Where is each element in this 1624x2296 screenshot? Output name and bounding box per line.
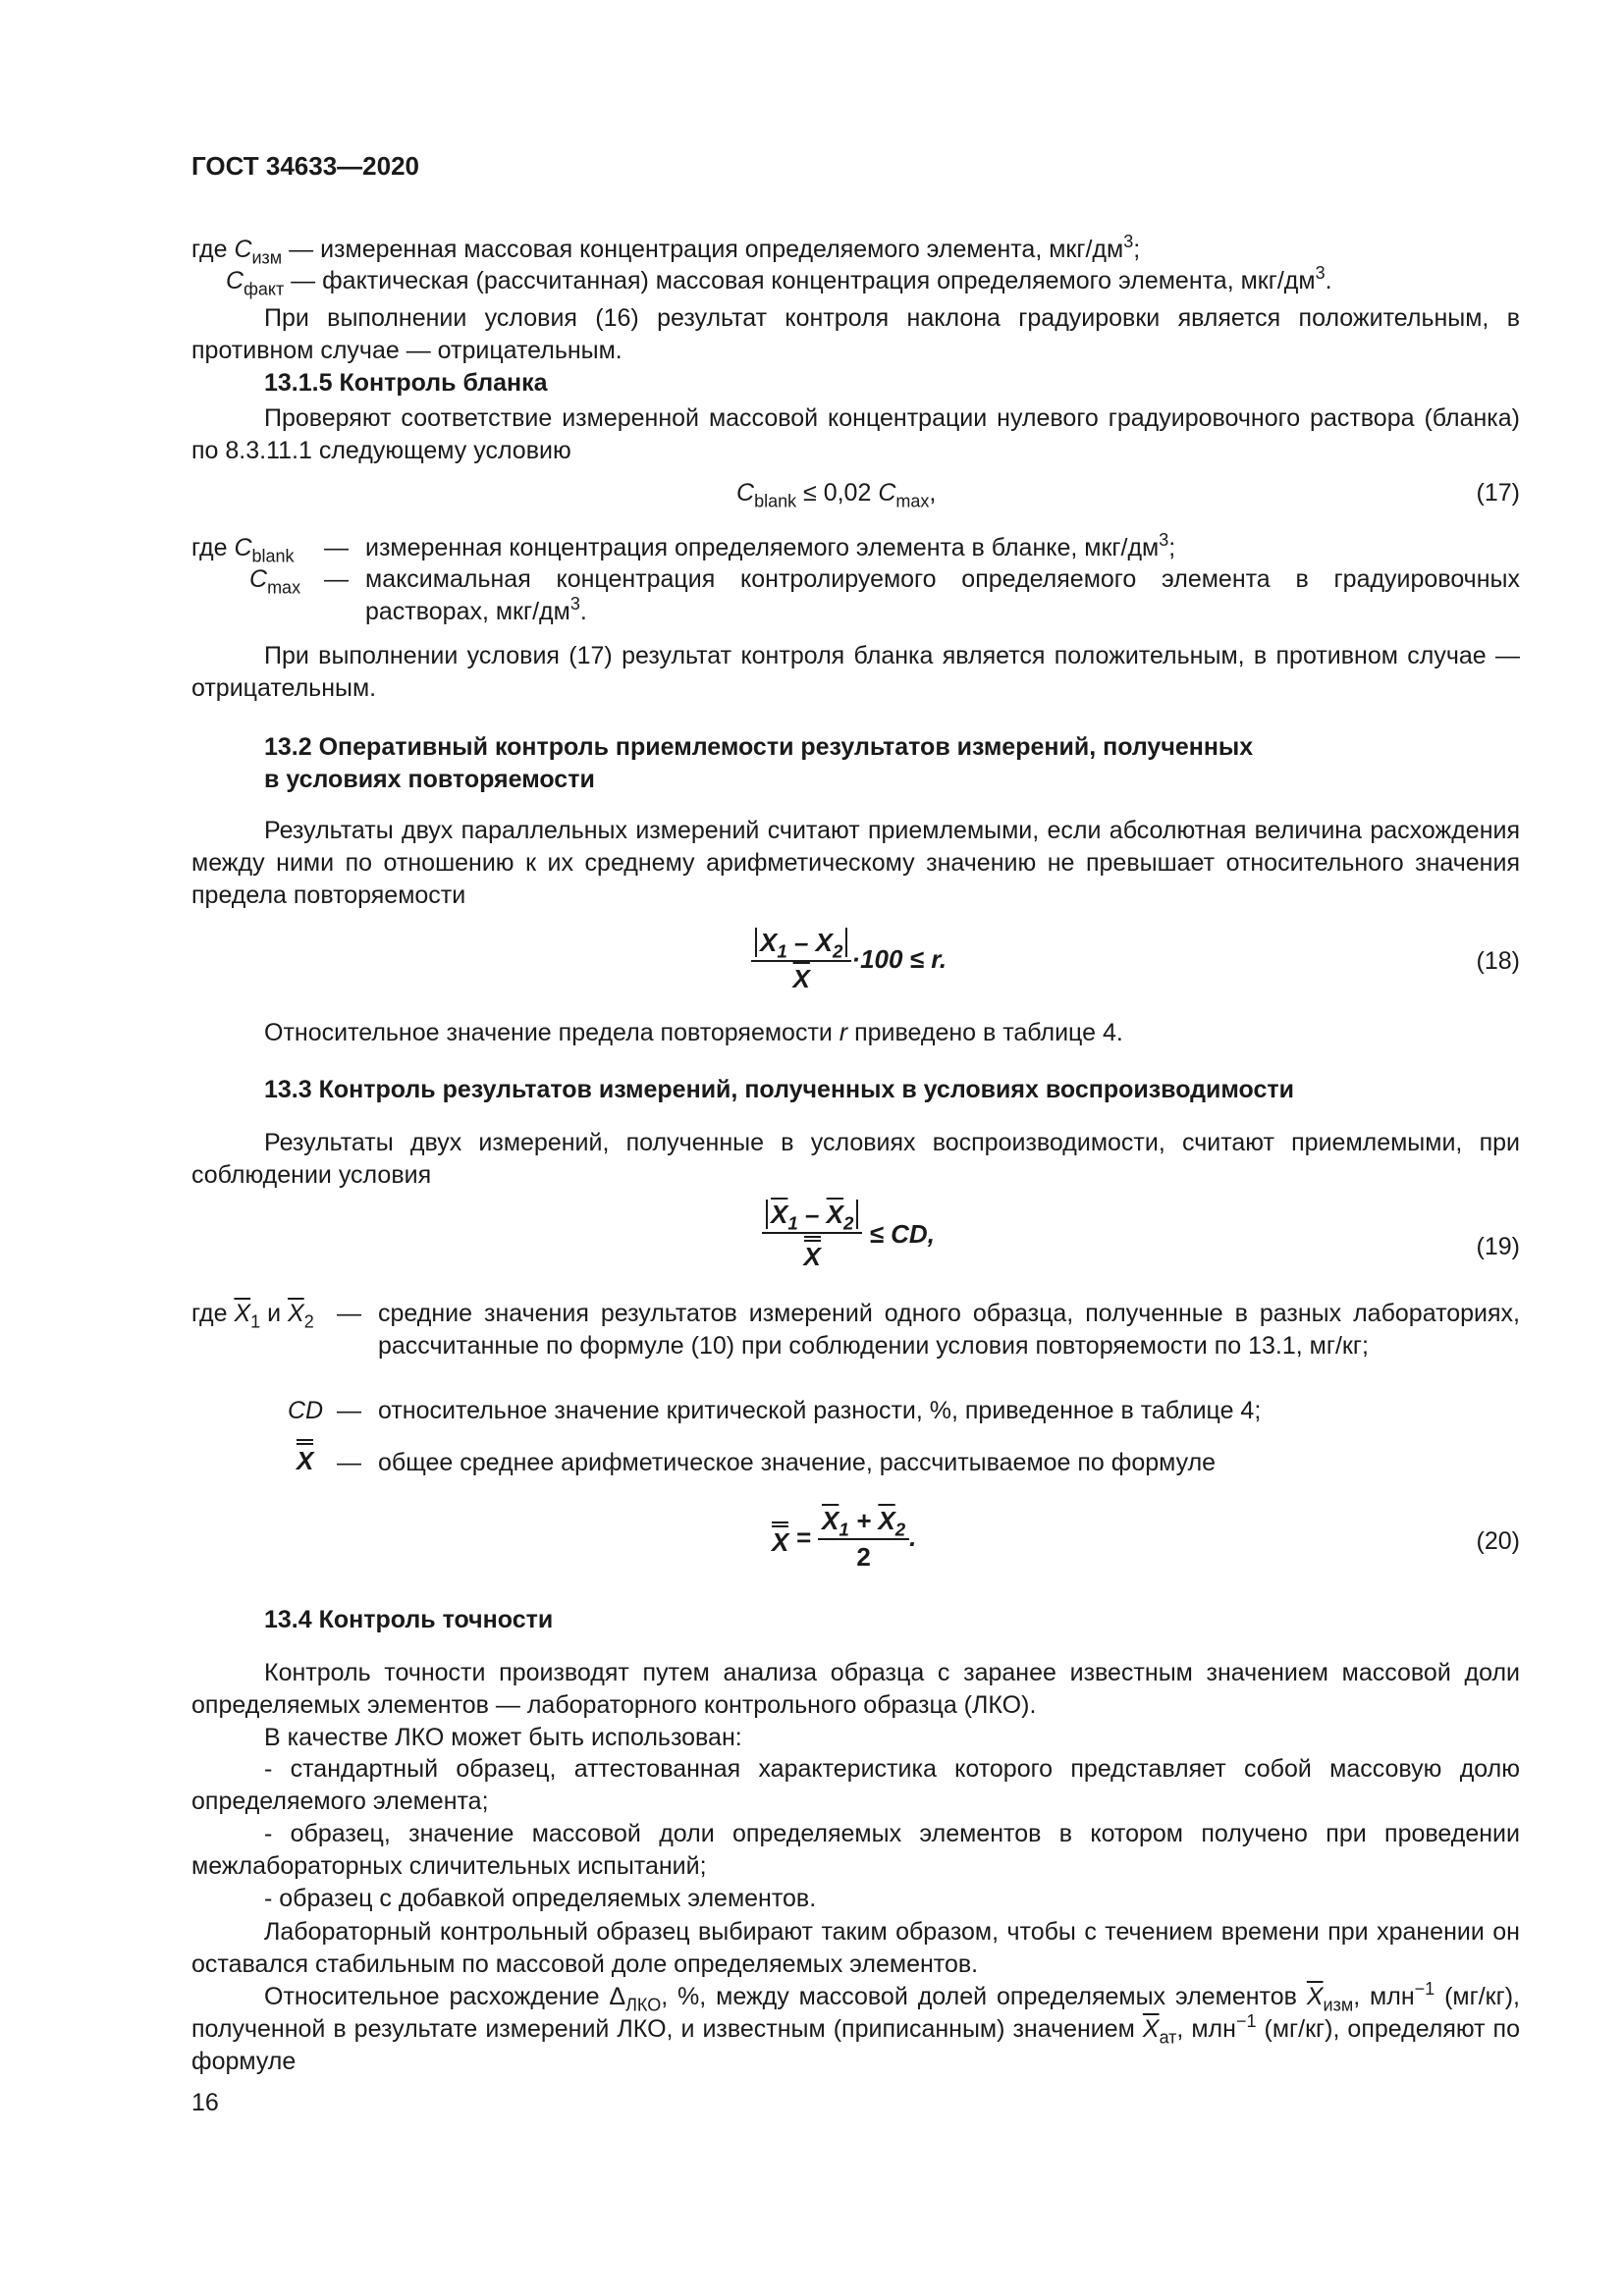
definition-c-max: максимальная концентрация контролируемого определяемого элемента в градуировочных растворах, мкг/$дм^3$. [365,565,1520,625]
paragraph-slope-result: При выполнении условия (16) результат контроля наклона градуировки является положительным, в противном случае — отрицательным. [191,304,1520,364]
paragraph-reproducibility: Результаты двух измерений, полученные в условиях воспроизводимости, считают приемлемыми, при соблюдении условия [191,1129,1520,1189]
heading-13-3: 13.3 Контроль результатов измерений, полученных в условиях воспроизводимости [264,1076,1294,1103]
heading-13-2-line1: 13.2 Оперативный контроль приемлемости результатов измерений, полученных [264,733,1254,761]
equation-number-17: (17) [1476,479,1520,507]
heading-13-4: 13.4 Контроль точности [264,1606,554,1633]
definition-cd: относительное значение критической разности, %, приведенное в таблице 4; [378,1397,1262,1424]
definition-x1-x2: средние значения результатов измерений одного образца, полученные в разных лабораториях, рассчитанные по формуле (10) при соблюдении условия повторяемости по 13.1, мг/кг; [378,1300,1520,1360]
paragraph-relative-discrepancy: Относительное расхождение $\Delta_{ЛКО}$, %, между массовой долей определяемых элементов $\overline{X}_{изм}$, млн$^{-1}$ (мг/кг), полученной в результате измерений ЛКО, и известным (приписанным) значением $\overline{X}_{ат}$, млн$^{-1}$ (мг/кг), определяют по формуле [191,1979,1521,2075]
paragraph-blank-check: Проверяют соответствие измеренной массовой концентрации нулевого градуировочного раствора (бланка) по 8.3.11.1 следующему условию [191,404,1520,464]
paragraph-lko-options: В качестве ЛКО может быть использован: [264,1724,742,1751]
paragraph-accuracy-control: Контроль точности производят путем анализа образца с заранее известным значением массовой доли определяемых элементов — лабораторного контрольного образца (ЛКО). [191,1659,1520,1719]
where-grand-mean-symbol: X [297,1439,313,1477]
paragraph-repeatability: Результаты двух параллельных измерений считают приемлемыми, если абсолютная величина расхождения между ними по отношению к их среднему арифметическому значению не превышает относительного значения предела повторяемости [191,817,1520,909]
where-dash: — [324,534,349,561]
page-number: 16 [191,2089,219,2116]
list-item-interlab-sample: - образец, значение массовой доли определяемых элементов в котором получено при проведении межлабораторных сличительных испытаний; [191,1820,1520,1880]
where-dash: — [324,565,349,593]
heading-13-2-line2: в условиях повторяемости [264,766,595,793]
where-c-blank-symbol: где $C_{blank}$ [191,534,295,566]
list-item-standard-sample: - стандартный образец, аттестованная характеристика которого представляет собой массовую долю определяемого элемента; [191,1755,1520,1815]
document-header: ГОСТ 34633—2020 [191,151,419,181]
formula-17: $C_{blank} \le 0,02$ $C_{max}$, [736,479,937,511]
definition-c-izm: где $C_{изм}$ — измеренная массовая концентрация определяемого элемента, мкг/$дм^3$; [191,232,1141,268]
formula-18: $\frac{X_1 - X_2}{X}$ ·100 ≤ r. [751,928,947,994]
paragraph-sample-stability: Лабораторный контрольный образец выбирают таким образом, чтобы с течением времени при хранении он оставался стабильным по массовой доле определяемых элементов. [191,1918,1520,1978]
definition-c-blank: измеренная концентрация определяемого элемента в бланке, мкг/$дм^3$; [365,530,1176,561]
where-dash: — [337,1397,361,1424]
where-x1-x2-symbol: где $\overline{X}_1$ и $\overline{X}_2$ [191,1300,314,1332]
definition-grand-mean: общее среднее арифметическое значение, рассчитываемое по формуле [378,1449,1217,1476]
equation-number-18: (18) [1476,947,1520,975]
where-dash: — [337,1449,361,1476]
formula-19: $\frac{\overline{X}_1 - \overline{X}_2}{X}$ ≤ CD, [762,1200,935,1272]
where-dash: — [337,1300,361,1327]
where-cd-symbol: CD [288,1397,324,1424]
paragraph-repeatability-limit: Относительное значение предела повторяемости r приведено в таблице 4. [264,1019,1123,1046]
definition-c-fakt: $C_{факт}$ — фактическая (рассчитанная) массовая концентрация определяемого элемента, мкг/$дм^3$. [226,263,1332,299]
heading-13-1-5: 13.1.5 Контроль бланка [264,369,548,397]
equation-number-20: (20) [1476,1527,1520,1555]
paragraph-blank-result: При выполнении условия (17) результат контроля бланка является положительным, в противном случае — отрицательным. [191,642,1520,702]
where-c-max-symbol: $C_{max}$ [249,565,301,598]
equation-number-19: (19) [1476,1233,1520,1260]
list-item-spiked-sample: - образец с добавкой определяемых элементов. [264,1885,817,1912]
formula-20: X = $\frac{\overline{X}_1 + \overline{X}_2}{2}$ . [772,1506,917,1572]
